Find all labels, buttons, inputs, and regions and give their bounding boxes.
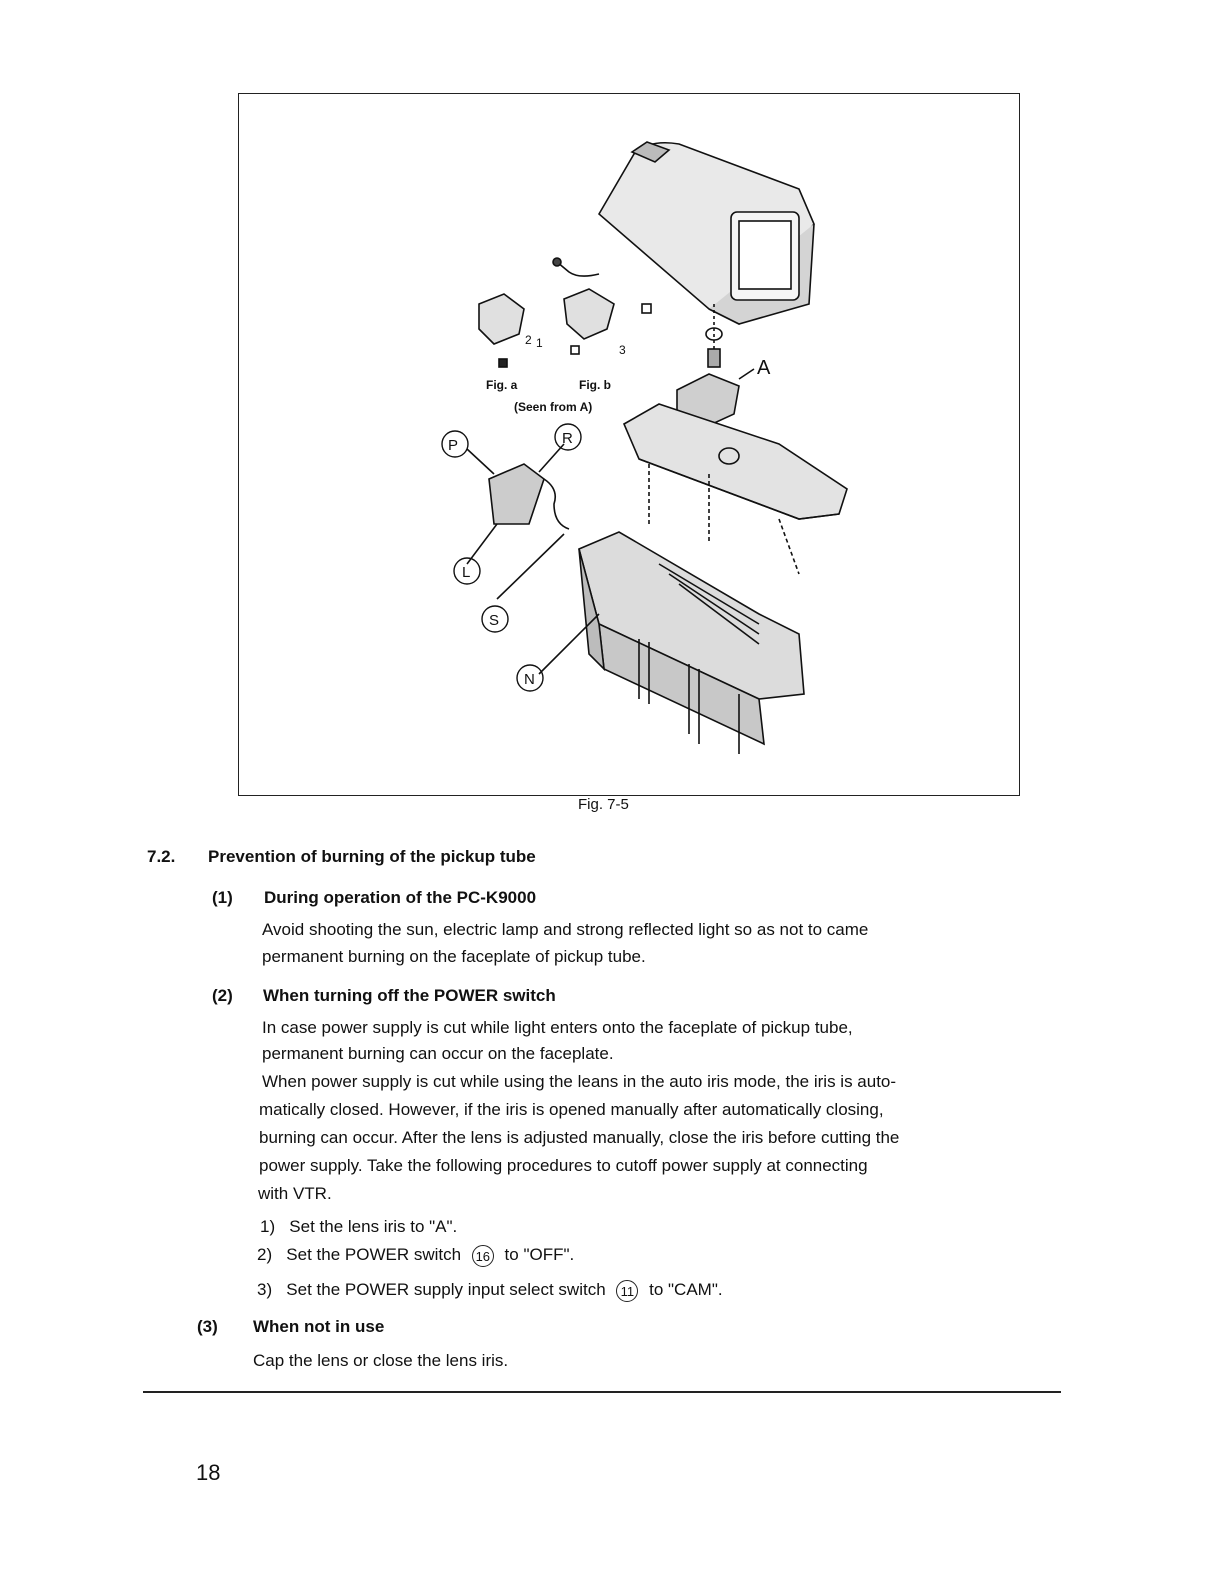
fig-b-connector — [564, 289, 614, 339]
item-3-heading: When not in use — [253, 1317, 385, 1336]
label-num-1: 1 — [536, 336, 543, 350]
label-num-3: 3 — [619, 343, 626, 357]
item-2-line-3: When power supply is cut while using the leans in the auto iris mode, the iris is auto- — [262, 1072, 897, 1091]
step-2-text-after: to "OFF". — [504, 1245, 575, 1264]
step-3-number: 3) — [257, 1280, 273, 1299]
camera-assembly-illustration — [239, 94, 1021, 797]
step-2 — [257, 1244, 574, 1267]
item-3-line-1: Cap the lens or close the lens iris. — [253, 1351, 509, 1370]
label-r: R — [562, 430, 573, 447]
section-title: Prevention of burning of the pickup tube — [208, 847, 536, 866]
section-number: 7.2. — [147, 847, 176, 866]
label-a: A — [757, 357, 771, 379]
step-1-number: 1) — [260, 1217, 276, 1236]
label-l: L — [462, 564, 471, 581]
step-3 — [257, 1279, 723, 1302]
power-switch-ref: 16 — [472, 1245, 494, 1267]
item-2-line-2: permanent burning can occur on the faceplate. — [262, 1044, 614, 1063]
item-3-number: (3) — [197, 1317, 218, 1336]
label-fig-b: Fig. b — [579, 378, 611, 392]
step-1 — [260, 1216, 457, 1238]
item-1-heading: During operation of the PC-K9000 — [264, 888, 537, 907]
item-2-line-1: In case power supply is cut while light enters onto the faceplate of pickup tube, — [262, 1018, 853, 1037]
item-1-number: (1) — [212, 888, 233, 907]
label-seen-from: (Seen from A) — [514, 400, 593, 414]
label-num-2: 2 — [525, 333, 532, 347]
label-p: P — [448, 437, 459, 454]
step-2-text-before: Set the POWER switch — [286, 1245, 462, 1264]
item-2-heading: When turning off the POWER switch — [263, 986, 556, 1005]
item-2-line-4: matically closed. However, if the iris is opened manually after automatically closing, — [259, 1100, 884, 1119]
item-2-line-6: power supply. Take the following procedures to cutoff power supply at connecting — [259, 1156, 868, 1175]
fig-a-connector — [479, 294, 524, 344]
page-number: 18 — [196, 1460, 221, 1485]
item-1-line-2: permanent burning on the faceplate of pickup tube. — [262, 947, 646, 966]
item-2-number: (2) — [212, 986, 233, 1005]
adapter-plug — [489, 464, 544, 524]
label-n: N — [524, 671, 535, 688]
item-1-line-1: Avoid shooting the sun, electric lamp and strong reflected light so as not to came — [262, 920, 869, 939]
label-s: S — [489, 612, 500, 629]
item-2-line-7: with VTR. — [258, 1184, 332, 1203]
item-2-line-5: burning can occur. After the lens is adjusted manually, close the iris before cutting the — [259, 1128, 900, 1147]
label-fig-a: Fig. a — [486, 378, 518, 392]
step-3-text-before: Set the POWER supply input select switch — [286, 1280, 606, 1299]
bottom-rule — [143, 1391, 1061, 1393]
step-2-number: 2) — [257, 1245, 273, 1264]
power-select-switch-ref: 11 — [616, 1280, 638, 1302]
viewfinder-cable — [557, 262, 599, 276]
figure-frame — [238, 93, 1020, 796]
step-3-text-after: to "CAM". — [649, 1280, 723, 1299]
step-1-text: Set the lens iris to "A". — [289, 1217, 458, 1236]
figure-caption: Fig. 7-5 — [578, 796, 629, 813]
